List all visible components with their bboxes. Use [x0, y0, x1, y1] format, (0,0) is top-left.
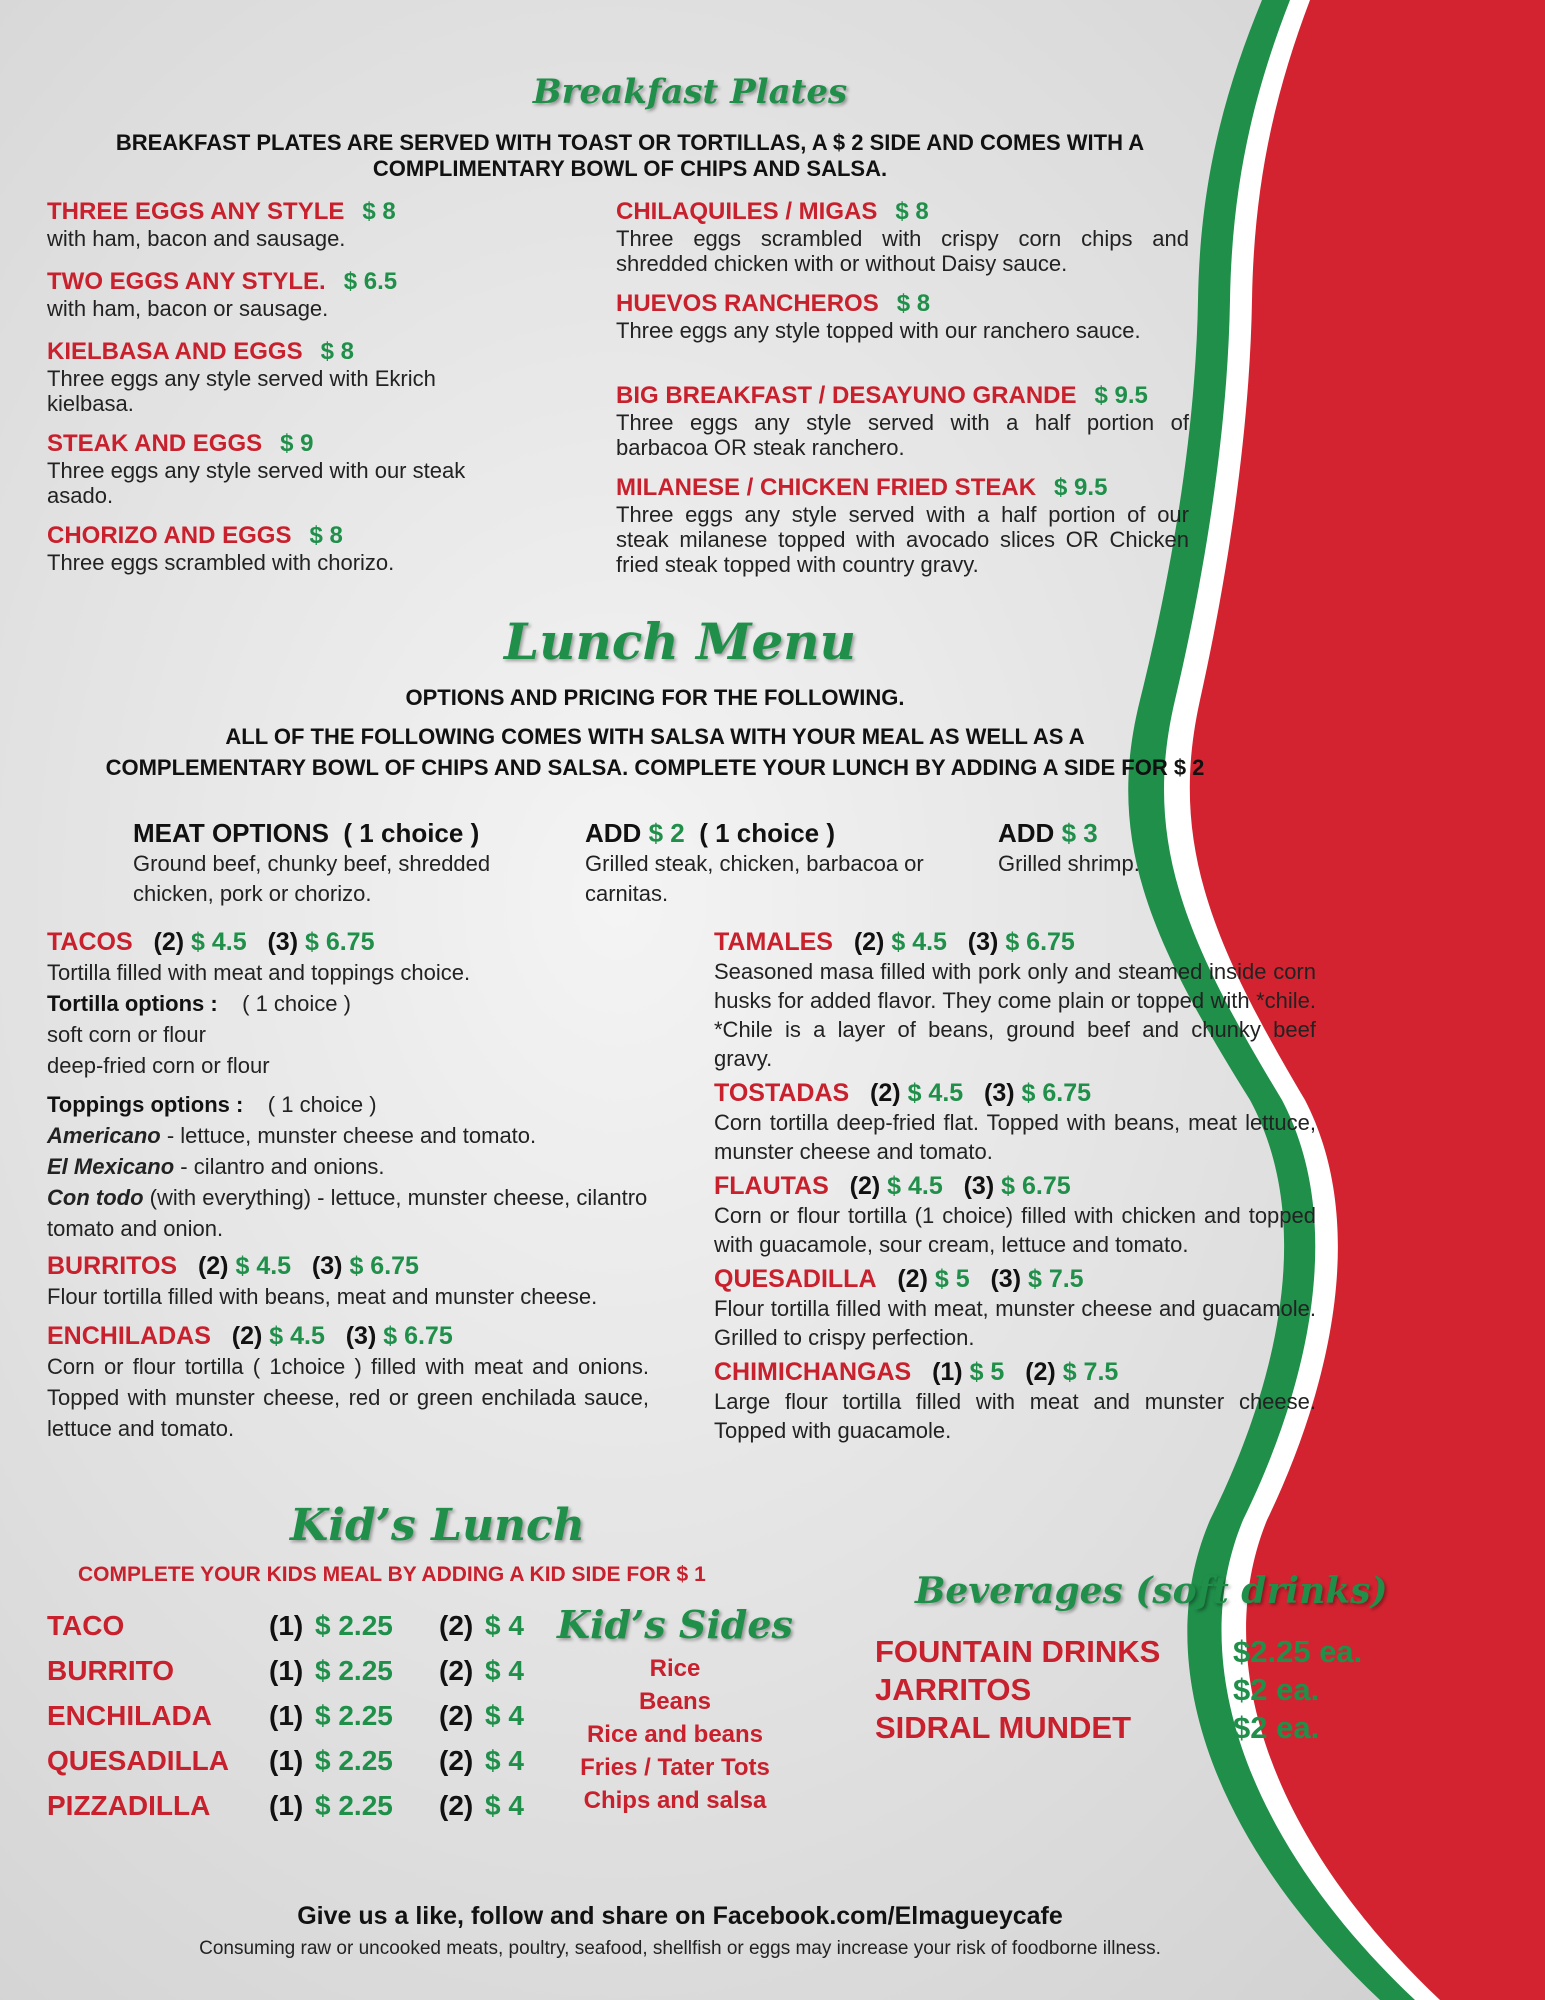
option-label: ADD — [585, 818, 642, 848]
item-price: $ 2.25 — [315, 1655, 393, 1686]
kids-side-item: Rice — [649, 1655, 701, 1682]
item-name: QUESADILLA — [714, 1265, 877, 1293]
item-name: THREE EGGS ANY STYLE — [47, 198, 345, 225]
beverage-price: $2.25 ea. — [1233, 1634, 1363, 1669]
item-price: $ 4.5 — [235, 1252, 292, 1280]
item-price: $ 4.5 — [887, 1172, 943, 1200]
item-description: Tortilla filled with meat and toppings choice. — [47, 960, 471, 985]
beverage-price: $2 ea. — [1233, 1710, 1320, 1745]
item-price: $ 6.75 — [304, 928, 375, 956]
quantity: (3) — [267, 928, 299, 956]
kids-subheading: COMPLETE YOUR KIDS MEAL BY ADDING A KID SIDE FOR $ 1 — [78, 1563, 706, 1586]
menu-item — [616, 198, 1189, 290]
item-price: $ 6.75 — [1005, 928, 1075, 956]
kids-side-item: Beans — [638, 1688, 712, 1715]
item-price: $ 5 — [934, 1265, 970, 1293]
beverage-price: $2 ea. — [1233, 1672, 1320, 1707]
add-2-options — [585, 818, 955, 909]
kids-side-item: Fries / Tater Tots — [580, 1754, 770, 1781]
option-choice: ( 1 choice ) — [343, 818, 480, 848]
menu-item — [616, 382, 1189, 474]
menu-item — [47, 430, 567, 522]
item-price: $ 9 — [280, 430, 314, 457]
footer-disclaimer: Consuming raw or uncooked meats, poultry, seafood, shellfish or eggs may increase your risk of foodborne illness. — [199, 1938, 1161, 1959]
item-name: TACOS — [47, 928, 133, 956]
item-description: Corn or flour tortilla ( 1choice ) filled with meat and onions. Topped with munster cheese, red or green enchilada sauce, lettuce and tomato. — [47, 1354, 649, 1441]
item-name: KIELBASA AND EGGS — [47, 338, 303, 365]
option-label: MEAT OPTIONS — [133, 818, 329, 848]
item-name: TAMALES — [714, 928, 833, 956]
item-name: CHIMICHANGAS — [714, 1358, 912, 1386]
quantity: (1) — [932, 1358, 963, 1386]
item-description: Flour tortilla filled with beans, meat and munster cheese. — [47, 1284, 598, 1309]
item-price: $ 6.75 — [349, 1252, 419, 1280]
item-description: Seasoned masa filled with pork only and steamed inside corn husks for added flavor. They come plain or topped with *chile. *Chile is a layer of beans, ground beef and chunky beef gravy. — [714, 959, 1316, 1071]
item-name: HUEVOS RANCHEROS — [616, 290, 879, 317]
beverages-heading: Beverages (soft drinks) — [915, 1570, 1388, 1612]
quantity: (3) — [345, 1322, 377, 1350]
item-price: $ 8 — [309, 522, 343, 549]
item-price: $ 4 — [485, 1700, 524, 1731]
quantity: (2) — [870, 1079, 901, 1107]
option-label: ADD — [998, 818, 1055, 848]
menu-item-burritos — [47, 1252, 649, 1312]
item-name: BIG BREAKFAST / DESAYUNO GRANDE — [616, 382, 1077, 409]
item-description: Three eggs scrambled with chorizo. — [47, 550, 395, 575]
menu-item-flautas — [714, 1172, 1316, 1259]
quantity: (3) — [990, 1265, 1022, 1293]
menu-item — [47, 268, 567, 338]
topping-name: El Mexicano — [47, 1154, 175, 1179]
item-name: BURRITO — [47, 1655, 175, 1686]
item-description: Three eggs any style served with our steak asado. — [47, 458, 466, 508]
lunch-heading: Lunch Menu — [504, 612, 856, 671]
quantity: (2) — [153, 928, 185, 956]
item-price: $ 4.5 — [891, 928, 947, 956]
menu-item — [47, 338, 567, 430]
quantity: (3) — [311, 1252, 343, 1280]
toppings-choice: ( 1 choice ) — [267, 1092, 377, 1117]
item-price: $ 2.25 — [315, 1700, 393, 1731]
menu-item — [47, 198, 567, 268]
footer-social-line: Give us a like, follow and share on Facebook.com/Elmagueycafe — [297, 1902, 1063, 1930]
add-3-options — [998, 818, 1198, 879]
topping-description: - cilantro and onions. — [174, 1154, 385, 1179]
quantity: (3) — [963, 1172, 995, 1200]
breakfast-right-column — [616, 198, 1189, 577]
item-description: Three eggs any style topped with our ranchero sauce. — [616, 318, 1141, 343]
item-description: Three eggs any style served with a half portion of our steak milanese topped with avocado slices OR Chicken fried steak topped with country gravy. — [616, 502, 1189, 577]
kids-side-item: Rice and beans — [586, 1721, 764, 1748]
beverage-name: SIDRAL MUNDET — [875, 1710, 1132, 1745]
item-description: Three eggs any style served with a half portion of barbacoa OR steak ranchero. — [616, 410, 1189, 460]
quantity: (3) — [967, 928, 999, 956]
item-price: $ 7.5 — [1027, 1265, 1084, 1293]
item-price: $ 8 — [320, 338, 354, 365]
item-price: $ 2.25 — [315, 1745, 393, 1776]
topping-description: (with everything) - lettuce, munster cheese, cilantro tomato and onion. — [47, 1185, 648, 1241]
lunch-left-column — [47, 928, 649, 1444]
beverage-name: JARRITOS — [875, 1672, 1032, 1707]
menu-item-tamales — [714, 928, 1316, 1073]
kids-lunch-heading: Kid’s Lunch — [290, 1500, 585, 1551]
toppings-options-label: Toppings options : — [47, 1092, 244, 1117]
breakfast-heading: Breakfast Plates — [532, 72, 848, 112]
item-name: STEAK AND EGGS — [47, 430, 263, 457]
item-name: CHILAQUILES / MIGAS — [616, 198, 878, 225]
kids-sides-heading: Kid’s Sides — [557, 1602, 793, 1647]
item-price: $ 7.5 — [1062, 1358, 1119, 1386]
item-description: Three eggs any style served with Ekrich kielbasa. — [47, 366, 436, 416]
item-name: TOSTADAS — [714, 1079, 850, 1107]
topping-description: - lettuce, munster cheese and tomato. — [160, 1123, 537, 1148]
item-price: $ 8 — [896, 290, 931, 317]
item-name: PIZZADILLA — [47, 1790, 211, 1821]
quantity: (1) — [269, 1790, 304, 1821]
item-price: $ 8 — [362, 198, 396, 225]
meat-options — [133, 818, 553, 909]
option-description: Ground beef, chunky beef, shredded chicken, pork or chorizo. — [133, 851, 491, 906]
beverage-item — [875, 1709, 1395, 1747]
lunch-intro-line1: OPTIONS AND PRICING FOR THE FOLLOWING. — [405, 685, 905, 710]
option-choice: ( 1 choice ) — [699, 818, 836, 848]
item-price: $ 9.5 — [1054, 474, 1108, 501]
quantity: (3) — [984, 1079, 1015, 1107]
quantity: (2) — [439, 1655, 474, 1686]
kids-sides-list — [555, 1652, 795, 1817]
option-description: Grilled shrimp. — [998, 851, 1140, 876]
menu-item — [47, 522, 567, 592]
tortilla-option: deep-fried corn or flour — [47, 1053, 270, 1078]
topping-name: Con todo — [47, 1185, 144, 1210]
item-name: QUESADILLA — [47, 1745, 229, 1776]
beverage-item — [875, 1633, 1395, 1671]
breakfast-intro: BREAKFAST PLATES ARE SERVED WITH TOAST OR TORTILLAS, A $ 2 SIDE AND COMES WITH A COMPLIMENTARY BOWL OF CHIPS AND SALSA. — [115, 130, 1145, 181]
item-name: TWO EGGS ANY STYLE. — [47, 268, 326, 295]
option-price: $ 3 — [1061, 818, 1098, 848]
menu-item — [616, 474, 1189, 577]
quantity: (1) — [269, 1700, 304, 1731]
item-price: $ 4.5 — [191, 928, 247, 956]
item-description: Flour tortilla filled with meat, munster cheese and guacamole. Grilled to crispy perfection. — [714, 1296, 1316, 1350]
kids-side-item: Chips and salsa — [583, 1787, 767, 1814]
item-price: $ 6.75 — [383, 1322, 453, 1350]
item-price: $ 4 — [485, 1610, 524, 1641]
item-name: ENCHILADA — [47, 1700, 212, 1731]
quantity: (1) — [269, 1655, 304, 1686]
quantity: (2) — [849, 1172, 881, 1200]
breakfast-left-column — [47, 198, 567, 592]
quantity: (2) — [853, 928, 885, 956]
quantity: (2) — [231, 1322, 263, 1350]
item-name: TACO — [47, 1610, 125, 1641]
menu-item — [616, 290, 1189, 382]
item-description: Three eggs scrambled with crispy corn chips and shredded chicken with or without Daisy sauce. — [616, 226, 1189, 276]
quantity: (2) — [439, 1790, 474, 1821]
item-description: with ham, bacon and sausage. — [47, 226, 346, 251]
item-price: $ 4 — [485, 1790, 524, 1821]
menu-item-tostadas — [714, 1079, 1316, 1166]
beverages-list — [875, 1633, 1395, 1747]
menu-item-tacos — [47, 928, 649, 1244]
topping-name: Americano — [47, 1123, 161, 1148]
lunch-intro-line3: COMPLEMENTARY BOWL OF CHIPS AND SALSA. COMPLETE YOUR LUNCH BY ADDING A SIDE FOR $ 2 — [105, 755, 1205, 780]
item-description: with ham, bacon or sausage. — [47, 296, 329, 321]
quantity: (2) — [197, 1252, 229, 1280]
item-price: $ 2.25 — [315, 1610, 393, 1641]
item-name: CHORIZO AND EGGS — [47, 522, 292, 549]
item-name: MILANESE / CHICKEN FRIED STEAK — [616, 474, 1037, 501]
item-price: $ 6.75 — [1001, 1172, 1071, 1200]
quantity: (1) — [269, 1610, 304, 1641]
item-price: $ 6.5 — [343, 268, 398, 295]
item-price: $ 4.5 — [269, 1322, 325, 1350]
item-description: Corn or flour tortilla (1 choice) filled with chicken and topped with guacamole, sour cream, lettuce and tomato. — [714, 1203, 1316, 1257]
item-price: $ 9.5 — [1094, 382, 1148, 409]
tortilla-option: soft corn or flour — [47, 1022, 206, 1047]
item-description: Corn tortilla deep-fried flat. Topped with beans, meat lettuce, munster cheese and tomato. — [714, 1110, 1316, 1164]
item-price: $ 4.5 — [907, 1079, 964, 1107]
quantity: (2) — [439, 1700, 474, 1731]
item-price: $ 5 — [969, 1358, 1005, 1386]
menu-item-enchiladas — [47, 1322, 649, 1444]
item-name: FLAUTAS — [714, 1172, 829, 1200]
item-price: $ 2.25 — [315, 1790, 393, 1821]
item-name: BURRITOS — [47, 1252, 178, 1280]
menu-item-chimichangas — [714, 1358, 1316, 1445]
option-description: Grilled steak, chicken, barbacoa or carnitas. — [585, 851, 924, 906]
item-description: Large flour tortilla filled with meat and munster cheese. Topped with guacamole. — [714, 1389, 1316, 1443]
option-price: $ 2 — [648, 818, 685, 848]
item-price: $ 8 — [895, 198, 929, 225]
item-price: $ 4 — [485, 1745, 524, 1776]
quantity: (2) — [897, 1265, 928, 1293]
tortilla-options-label: Tortilla options : — [47, 991, 218, 1016]
beverage-item — [875, 1671, 1395, 1709]
quantity: (2) — [1025, 1358, 1056, 1386]
quantity: (2) — [439, 1610, 474, 1641]
item-name: ENCHILADAS — [47, 1322, 211, 1350]
item-price: $ 4 — [485, 1655, 524, 1686]
quantity: (2) — [439, 1745, 474, 1776]
lunch-right-column — [714, 928, 1316, 1445]
lunch-intro-line2: ALL OF THE FOLLOWING COMES WITH SALSA WITH YOUR MEAL AS WELL AS A — [225, 724, 1085, 749]
quantity: (1) — [269, 1745, 304, 1776]
tortilla-choice: ( 1 choice ) — [242, 991, 351, 1016]
beverage-name: FOUNTAIN DRINKS — [875, 1634, 1161, 1669]
item-price: $ 6.75 — [1021, 1079, 1092, 1107]
menu-item-quesadilla — [714, 1265, 1316, 1352]
